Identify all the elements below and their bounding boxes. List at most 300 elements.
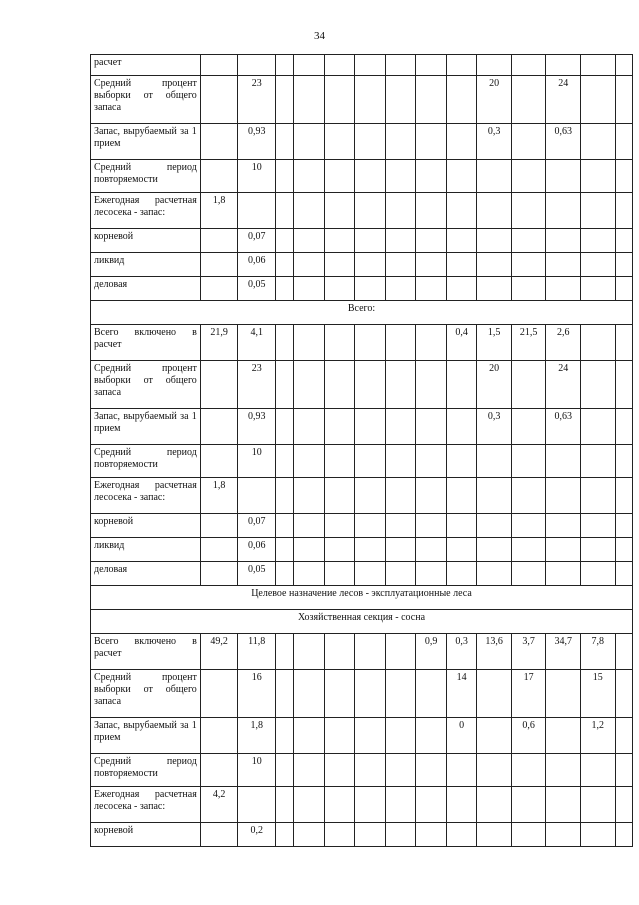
value-cell — [294, 409, 325, 445]
value-cell — [511, 514, 546, 538]
value-cell — [581, 160, 616, 193]
value-cell: 0,63 — [546, 124, 581, 160]
value-cell — [477, 445, 512, 478]
value-cell — [546, 229, 581, 253]
value-cell — [385, 754, 416, 787]
section-title: Целевое назначение лесов - эксплуатационные леса — [91, 586, 633, 610]
value-cell — [200, 823, 238, 847]
value-cell — [324, 562, 355, 586]
row-label: Средний период повторяемости — [91, 445, 201, 478]
value-cell — [324, 76, 355, 124]
value-cell — [276, 325, 294, 361]
value-cell — [511, 124, 546, 160]
value-cell: 21,9 — [200, 325, 238, 361]
value-cell: 4,1 — [238, 325, 276, 361]
value-cell — [477, 754, 512, 787]
value-cell — [200, 160, 238, 193]
value-cell — [581, 361, 616, 409]
value-cell — [615, 193, 632, 229]
value-cell — [276, 670, 294, 718]
table-row — [91, 124, 633, 160]
value-cell — [511, 823, 546, 847]
value-cell — [416, 562, 447, 586]
value-cell — [294, 277, 325, 301]
value-cell: 34,7 — [546, 634, 581, 670]
value-cell: 0,05 — [238, 277, 276, 301]
value-cell — [581, 478, 616, 514]
value-cell — [276, 253, 294, 277]
value-cell — [324, 787, 355, 823]
value-cell — [416, 160, 447, 193]
value-cell — [416, 478, 447, 514]
row-label: Средний период повторяемости — [91, 754, 201, 787]
value-cell — [385, 514, 416, 538]
value-cell — [546, 277, 581, 301]
value-cell — [294, 253, 325, 277]
table-row — [91, 325, 633, 361]
value-cell — [294, 670, 325, 718]
value-cell: 49,2 — [200, 634, 238, 670]
value-cell — [446, 277, 477, 301]
value-cell — [276, 361, 294, 409]
value-cell — [276, 55, 294, 76]
value-cell — [416, 253, 447, 277]
row-label: Средний процент выборки от общего запаса — [91, 670, 201, 718]
value-cell — [324, 823, 355, 847]
value-cell — [294, 787, 325, 823]
value-cell — [416, 670, 447, 718]
value-cell — [511, 193, 546, 229]
value-cell — [200, 253, 238, 277]
row-label: расчет — [91, 55, 201, 76]
table-row — [91, 55, 633, 76]
value-cell — [355, 409, 386, 445]
value-cell — [294, 55, 325, 76]
value-cell — [615, 277, 632, 301]
value-cell — [416, 76, 447, 124]
value-cell — [615, 538, 632, 562]
value-cell: 24 — [546, 76, 581, 124]
value-cell — [200, 361, 238, 409]
value-cell — [416, 718, 447, 754]
value-cell — [200, 754, 238, 787]
value-cell — [324, 754, 355, 787]
row-label: Запас, вырубаемый за 1 прием — [91, 718, 201, 754]
value-cell — [546, 787, 581, 823]
value-cell: 0,05 — [238, 562, 276, 586]
value-cell — [385, 409, 416, 445]
value-cell: 0,93 — [238, 124, 276, 160]
value-cell — [615, 76, 632, 124]
value-cell: 1,5 — [477, 325, 512, 361]
value-cell — [385, 124, 416, 160]
value-cell — [511, 229, 546, 253]
value-cell — [385, 634, 416, 670]
value-cell — [511, 409, 546, 445]
value-cell — [416, 361, 447, 409]
value-cell — [511, 754, 546, 787]
section-row — [91, 586, 633, 610]
table-body — [91, 55, 633, 847]
value-cell — [200, 55, 238, 76]
value-cell — [355, 325, 386, 361]
value-cell — [294, 634, 325, 670]
value-cell — [355, 823, 386, 847]
table-row — [91, 823, 633, 847]
value-cell: 0,3 — [477, 409, 512, 445]
value-cell — [546, 754, 581, 787]
value-cell — [355, 277, 386, 301]
value-cell — [276, 445, 294, 478]
value-cell — [416, 787, 447, 823]
value-cell — [200, 76, 238, 124]
value-cell: 1,2 — [581, 718, 616, 754]
row-label: Ежегодная расчетная лесосека - запас: — [91, 787, 201, 823]
value-cell — [446, 445, 477, 478]
value-cell — [615, 160, 632, 193]
row-label: Запас, вырубаемый за 1 прием — [91, 124, 201, 160]
value-cell — [546, 718, 581, 754]
value-cell — [615, 409, 632, 445]
value-cell: 0,07 — [238, 229, 276, 253]
value-cell — [294, 823, 325, 847]
value-cell — [200, 445, 238, 478]
value-cell — [581, 823, 616, 847]
value-cell — [615, 754, 632, 787]
value-cell — [355, 478, 386, 514]
value-cell — [385, 562, 416, 586]
value-cell — [581, 409, 616, 445]
table-row — [91, 787, 633, 823]
row-label: ликвид — [91, 538, 201, 562]
value-cell: 0 — [446, 718, 477, 754]
value-cell: 1,8 — [200, 193, 238, 229]
value-cell — [546, 514, 581, 538]
table-row — [91, 277, 633, 301]
table-row — [91, 76, 633, 124]
value-cell: 10 — [238, 754, 276, 787]
value-cell — [385, 823, 416, 847]
value-cell — [294, 160, 325, 193]
value-cell — [294, 325, 325, 361]
value-cell — [446, 193, 477, 229]
value-cell — [324, 229, 355, 253]
value-cell — [446, 55, 477, 76]
value-cell — [385, 277, 416, 301]
value-cell — [276, 787, 294, 823]
value-cell — [355, 253, 386, 277]
value-cell — [615, 445, 632, 478]
value-cell — [200, 277, 238, 301]
value-cell — [276, 754, 294, 787]
value-cell: 20 — [477, 361, 512, 409]
table-row — [91, 193, 633, 229]
row-label: Средний процент выборки от общего запаса — [91, 361, 201, 409]
value-cell — [200, 229, 238, 253]
value-cell — [200, 538, 238, 562]
value-cell — [416, 538, 447, 562]
value-cell: 10 — [238, 445, 276, 478]
value-cell — [324, 514, 355, 538]
value-cell: 0,06 — [238, 253, 276, 277]
value-cell — [446, 823, 477, 847]
value-cell: 7,8 — [581, 634, 616, 670]
value-cell — [355, 445, 386, 478]
value-cell — [477, 787, 512, 823]
value-cell — [581, 55, 616, 76]
value-cell — [200, 514, 238, 538]
value-cell — [416, 55, 447, 76]
value-cell: 0,63 — [546, 409, 581, 445]
value-cell — [446, 124, 477, 160]
value-cell — [294, 718, 325, 754]
value-cell — [200, 562, 238, 586]
value-cell — [477, 55, 512, 76]
value-cell — [581, 193, 616, 229]
table-row — [91, 562, 633, 586]
row-label: Запас, вырубаемый за 1 прием — [91, 409, 201, 445]
value-cell — [416, 229, 447, 253]
value-cell — [324, 670, 355, 718]
table-row — [91, 514, 633, 538]
value-cell — [477, 823, 512, 847]
value-cell — [615, 55, 632, 76]
value-cell — [324, 253, 355, 277]
value-cell — [200, 124, 238, 160]
row-label: Средний процент выборки от общего запаса — [91, 76, 201, 124]
value-cell — [581, 562, 616, 586]
value-cell — [355, 160, 386, 193]
value-cell — [446, 562, 477, 586]
value-cell — [477, 277, 512, 301]
value-cell — [615, 361, 632, 409]
value-cell — [477, 514, 512, 538]
value-cell — [276, 229, 294, 253]
value-cell — [615, 478, 632, 514]
value-cell — [276, 193, 294, 229]
value-cell — [477, 229, 512, 253]
value-cell — [615, 325, 632, 361]
value-cell — [385, 76, 416, 124]
row-label: Ежегодная расчетная лесосека - запас: — [91, 478, 201, 514]
value-cell — [511, 445, 546, 478]
table-row — [91, 445, 633, 478]
table-row — [91, 538, 633, 562]
value-cell — [276, 514, 294, 538]
value-cell — [581, 325, 616, 361]
value-cell: 13,6 — [477, 634, 512, 670]
value-cell — [581, 514, 616, 538]
value-cell — [294, 538, 325, 562]
value-cell — [385, 361, 416, 409]
value-cell: 1,8 — [200, 478, 238, 514]
value-cell — [294, 445, 325, 478]
value-cell — [416, 124, 447, 160]
value-cell — [276, 160, 294, 193]
value-cell: 4,2 — [200, 787, 238, 823]
value-cell — [511, 253, 546, 277]
value-cell — [355, 193, 386, 229]
value-cell: 0,4 — [446, 325, 477, 361]
value-cell — [324, 160, 355, 193]
page-number: 34 — [314, 30, 325, 42]
table-row — [91, 229, 633, 253]
value-cell — [615, 229, 632, 253]
value-cell — [385, 193, 416, 229]
value-cell — [276, 76, 294, 124]
value-cell — [355, 55, 386, 76]
value-cell — [511, 160, 546, 193]
value-cell — [385, 445, 416, 478]
value-cell — [581, 229, 616, 253]
value-cell — [324, 718, 355, 754]
value-cell — [446, 538, 477, 562]
value-cell — [355, 538, 386, 562]
value-cell — [276, 562, 294, 586]
value-cell — [324, 445, 355, 478]
value-cell — [355, 562, 386, 586]
value-cell — [615, 718, 632, 754]
value-cell — [385, 325, 416, 361]
value-cell — [546, 160, 581, 193]
table-row — [91, 160, 633, 193]
value-cell: 15 — [581, 670, 616, 718]
row-label: ликвид — [91, 253, 201, 277]
row-label: Ежегодная расчетная лесосека - запас: — [91, 193, 201, 229]
value-cell — [477, 478, 512, 514]
value-cell — [355, 670, 386, 718]
value-cell — [581, 445, 616, 478]
value-cell — [615, 514, 632, 538]
value-cell: 10 — [238, 160, 276, 193]
table-row — [91, 253, 633, 277]
value-cell — [581, 538, 616, 562]
value-cell: 0,06 — [238, 538, 276, 562]
value-cell — [294, 361, 325, 409]
value-cell — [477, 253, 512, 277]
value-cell — [385, 538, 416, 562]
value-cell — [511, 55, 546, 76]
value-cell — [294, 562, 325, 586]
row-label: Всего включено в расчет — [91, 634, 201, 670]
value-cell — [416, 277, 447, 301]
table-row — [91, 718, 633, 754]
value-cell — [615, 253, 632, 277]
value-cell — [416, 325, 447, 361]
value-cell — [276, 823, 294, 847]
value-cell — [615, 562, 632, 586]
value-cell — [385, 478, 416, 514]
row-label: деловая — [91, 277, 201, 301]
value-cell — [446, 754, 477, 787]
table-row — [91, 670, 633, 718]
value-cell — [416, 823, 447, 847]
value-cell — [581, 787, 616, 823]
value-cell: 0,6 — [511, 718, 546, 754]
value-cell — [446, 514, 477, 538]
value-cell — [615, 124, 632, 160]
section-row — [91, 610, 633, 634]
row-label: Всего включено в расчет — [91, 325, 201, 361]
value-cell — [385, 253, 416, 277]
value-cell — [446, 478, 477, 514]
value-cell: 0,07 — [238, 514, 276, 538]
value-cell — [355, 514, 386, 538]
section-title: Всего: — [91, 301, 633, 325]
value-cell — [416, 754, 447, 787]
value-cell — [276, 718, 294, 754]
value-cell — [294, 193, 325, 229]
value-cell — [294, 754, 325, 787]
value-cell — [511, 277, 546, 301]
forest-calculation-table — [90, 54, 633, 847]
value-cell — [546, 670, 581, 718]
value-cell — [581, 754, 616, 787]
value-cell — [355, 787, 386, 823]
value-cell — [324, 478, 355, 514]
value-cell: 23 — [238, 76, 276, 124]
value-cell — [385, 670, 416, 718]
value-cell — [238, 193, 276, 229]
value-cell — [446, 361, 477, 409]
value-cell: 1,8 — [238, 718, 276, 754]
value-cell — [511, 562, 546, 586]
value-cell — [238, 478, 276, 514]
value-cell: 3,7 — [511, 634, 546, 670]
value-cell — [324, 325, 355, 361]
value-cell — [446, 76, 477, 124]
value-cell — [324, 193, 355, 229]
value-cell — [385, 229, 416, 253]
row-label: корневой — [91, 514, 201, 538]
value-cell — [324, 634, 355, 670]
value-cell — [200, 409, 238, 445]
value-cell: 0,9 — [416, 634, 447, 670]
value-cell — [355, 634, 386, 670]
value-cell — [385, 55, 416, 76]
table-row — [91, 361, 633, 409]
value-cell — [294, 124, 325, 160]
value-cell — [581, 277, 616, 301]
value-cell — [200, 718, 238, 754]
value-cell — [238, 787, 276, 823]
value-cell — [294, 514, 325, 538]
value-cell — [446, 409, 477, 445]
value-cell — [615, 634, 632, 670]
value-cell — [477, 670, 512, 718]
value-cell — [324, 538, 355, 562]
value-cell — [294, 229, 325, 253]
value-cell — [581, 124, 616, 160]
value-cell — [324, 361, 355, 409]
value-cell — [324, 409, 355, 445]
section-row — [91, 301, 633, 325]
value-cell: 21,5 — [511, 325, 546, 361]
value-cell — [581, 76, 616, 124]
value-cell — [581, 253, 616, 277]
table-row — [91, 754, 633, 787]
section-title: Хозяйственная секция - сосна — [91, 610, 633, 634]
table-row — [91, 634, 633, 670]
value-cell — [355, 229, 386, 253]
value-cell — [416, 409, 447, 445]
value-cell — [385, 160, 416, 193]
value-cell — [355, 76, 386, 124]
value-cell — [276, 124, 294, 160]
value-cell — [276, 538, 294, 562]
value-cell — [615, 823, 632, 847]
value-cell — [355, 754, 386, 787]
